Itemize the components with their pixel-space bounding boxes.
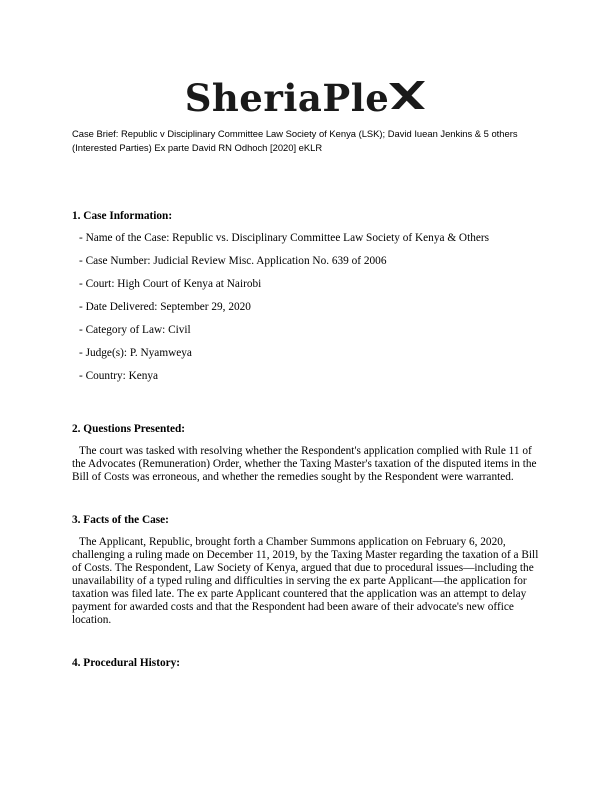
info-item-court: - Court: High Court of Kenya at Nairobi	[79, 278, 262, 290]
document-body	[72, 210, 542, 670]
case-information-heading: 1. Case Information:	[72, 210, 173, 222]
facts-section	[72, 514, 542, 627]
info-item-date: - Date Delivered: September 29, 2020	[79, 301, 251, 313]
questions-text: The court was tasked with resolving whether the Respondent's application complied with Rule 11 of the Advocates (Remuneration) Order, whether the Taxing Master's taxation of the disputed items in the Bill of Costs was erroneous, and whether the remedies sought by the Respondent were warranted.	[72, 445, 537, 483]
case-information-list	[72, 232, 542, 393]
facts-heading: 3. Facts of the Case:	[72, 514, 169, 526]
procedural-history-section	[72, 657, 542, 670]
case-information-section	[72, 210, 542, 393]
brief-title: Case Brief: Republic v Disciplinary Committee Law Society of Kenya (LSK); David Iuean Jenkins & 5 others (Interested Parties) Ex parte David RN Odhoch [2020] eKLR	[72, 128, 518, 153]
logo	[0, 76, 612, 120]
logo-text: SheriaPle	[184, 76, 390, 120]
questions-heading: 2. Questions Presented:	[72, 423, 186, 435]
info-item-category: - Category of Law: Civil	[79, 324, 191, 336]
procedural-history-heading: 4. Procedural History:	[72, 657, 181, 669]
info-item-country: - Country: Kenya	[79, 370, 159, 382]
questions-section	[72, 423, 542, 484]
info-item-number: - Case Number: Judicial Review Misc. Application No. 639 of 2006	[79, 255, 387, 267]
info-item-judges: - Judge(s): P. Nyamweya	[79, 347, 192, 359]
facts-text: The Applicant, Republic, brought forth a Chamber Summons application on February 6, 2020, challenging a ruling made on December 11, 2019, by the Taxing Master regarding the taxation of a Bill of Costs. The Respondent, Law Society of Kenya, argued that due to procedural issues—including the unavailability of a typed ruling and difficulties in serving the ex parte Applicant—the application for taxation was filed late. The ex parte Applicant countered that the application was an attempt to delay payment for awarded costs and that the Respondent had been aware of their advocate's new office location.	[72, 536, 539, 626]
x-mark-icon	[387, 79, 427, 113]
info-item-name: - Name of the Case: Republic vs. Disciplinary Committee Law Society of Kenya & Others	[79, 232, 490, 244]
